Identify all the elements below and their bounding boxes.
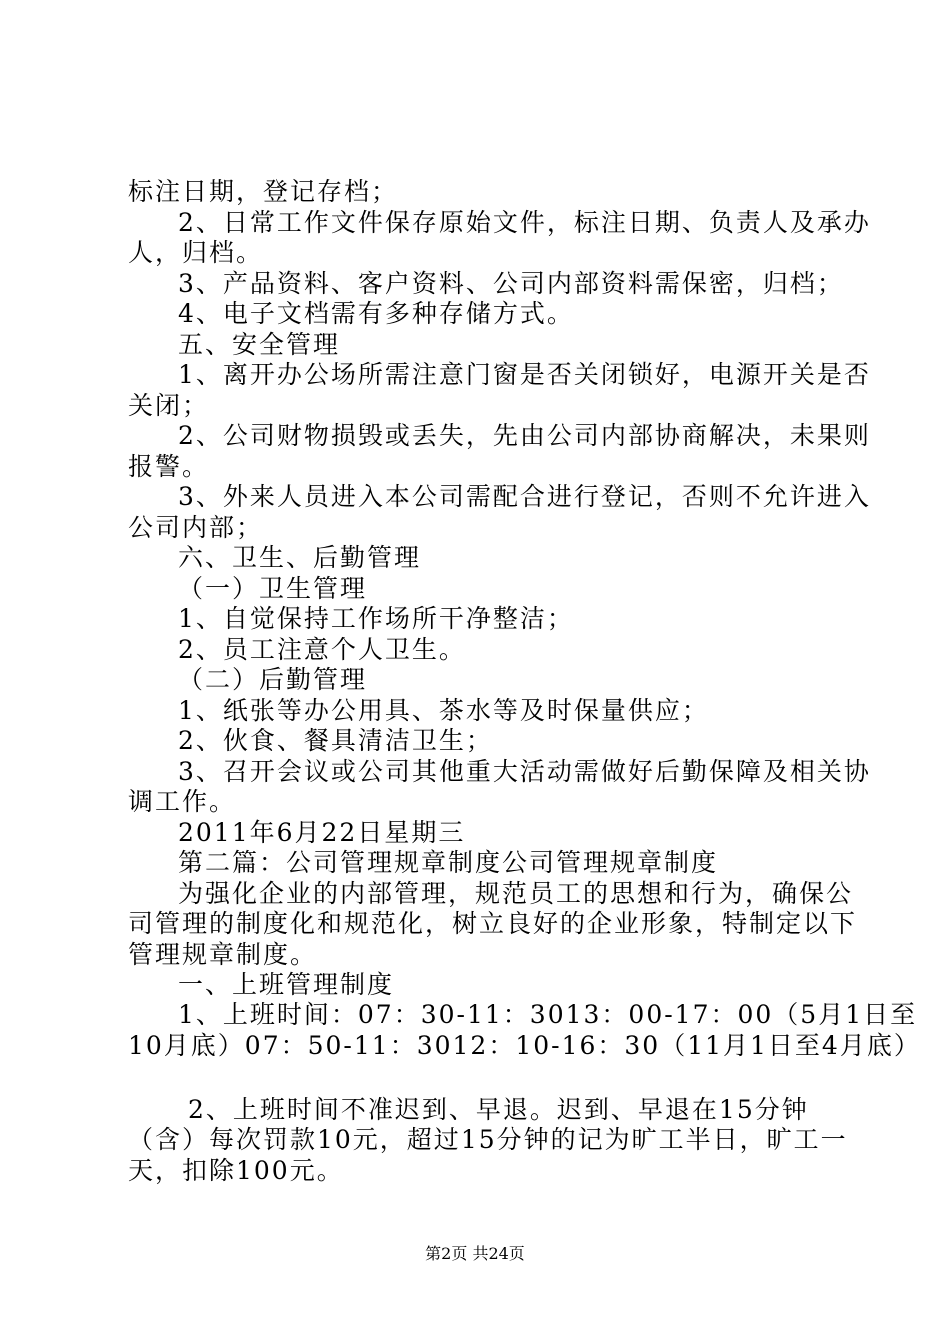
text-line: 4、电子文档需有多种存储方式。 [178,299,574,328]
text-line: 3、外来人员进入本公司需配合进行登记，否则不允许进入 [178,482,871,511]
text-line: 公司内部； [128,513,264,542]
subsection-heading: （二）后勤管理 [178,665,368,694]
text-line: 2、公司财物损毁或丢失，先由公司内部协商解决，未果则 [178,421,871,450]
text-line: 3、产品资料、客户资料、公司内部资料需保密，归档； [178,269,844,298]
text-line: 人，归档。 [128,238,264,267]
section-heading: 一、上班管理制度 [178,970,395,999]
text-line: 司管理的制度化和规范化，树立良好的企业形象，特制定以下 [128,909,858,938]
text-line: 1、纸张等办公用具、茶水等及时保量供应； [178,696,709,725]
text-line: 2、日常工作文件保存原始文件，标注日期、负责人及承办 [178,208,871,237]
text-line: 管理规章制度。 [128,940,318,969]
text-line: （含）每次罚款10元，超过15分钟的记为旷工半日，旷工一 [128,1125,848,1154]
text-line: 2、上班时间不准迟到、早退。迟到、早退在15分钟 [188,1095,809,1124]
text-line: 关闭； [128,391,210,420]
text-line: 2、伙食、餐具清洁卫生； [178,726,493,755]
text-line: 1、上班时间：07：30-11：3013：00-17：00（5月1日至 [178,1000,918,1029]
text-line: 1、离开办公场所需注意门窗是否关闭锁好，电源开关是否 [178,360,871,389]
text-line: 3、召开会议或公司其他重大活动需做好后勤保障及相关协 [178,757,871,786]
text-line: 天，扣除100元。 [128,1156,344,1185]
section-heading: 五、安全管理 [178,330,341,359]
text-line: 标注日期，登记存档； [128,177,399,206]
date-line: 2011年6月22日星期三 [178,818,466,847]
chapter-title: 第二篇：公司管理规章制度公司管理规章制度 [178,848,719,877]
section-heading: 六、卫生、后勤管理 [178,543,422,572]
text-line: 报警。 [128,452,210,481]
text-line: 2、员工注意个人卫生。 [178,635,466,664]
page-footer: 第2页 共24页 [425,1244,525,1263]
text-line: 为强化企业的内部管理，规范员工的思想和行为，确保公 [178,879,854,908]
text-line: 调工作。 [128,787,237,816]
text-line: 1、自觉保持工作场所干净整洁； [178,604,574,633]
text-line: 10月底）07：50-11：3012：10-16：30（11月1日至4月底） [128,1031,921,1060]
subsection-heading: （一）卫生管理 [178,574,368,603]
